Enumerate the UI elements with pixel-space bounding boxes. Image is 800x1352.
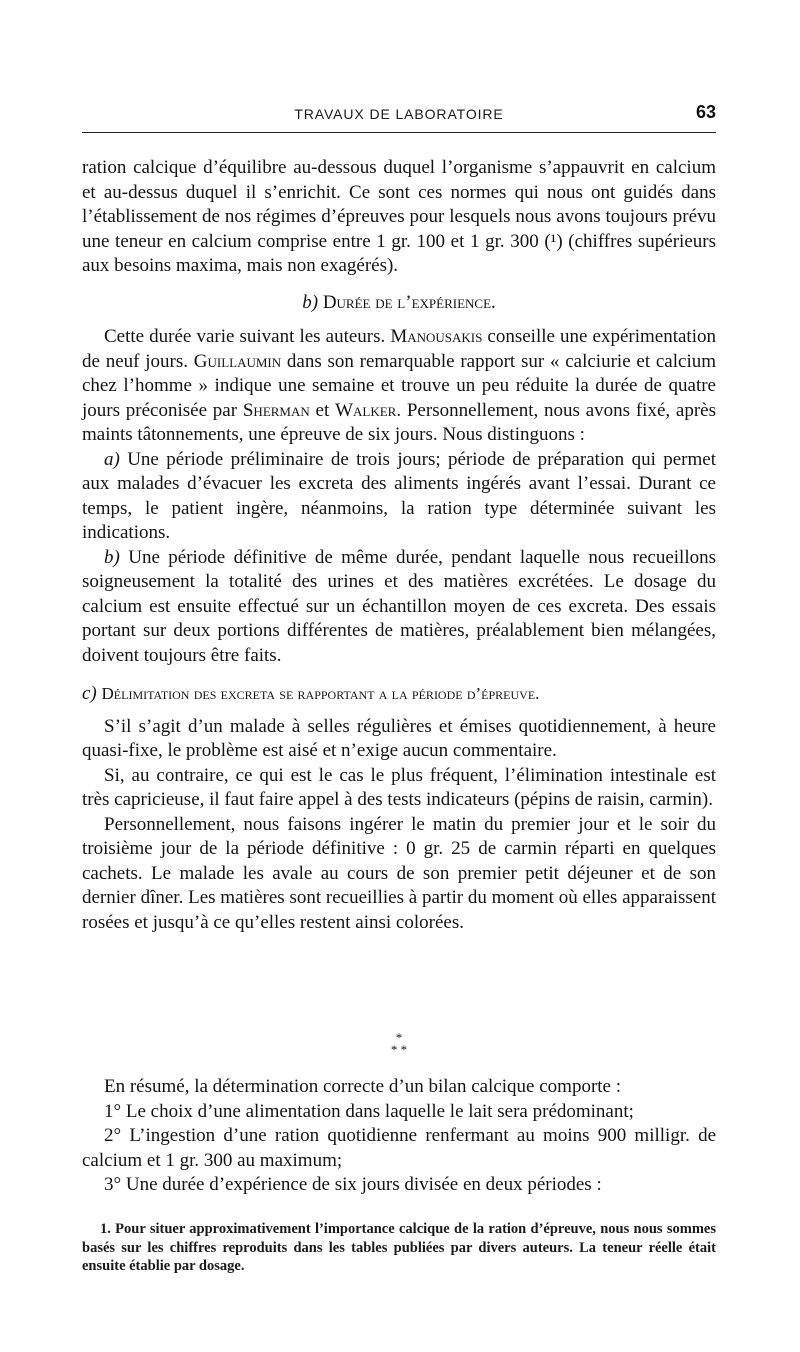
paragraph-ration-calcique: ration calcique d’équilibre au-dessous duquel l’organisme s’appauvrit en calcium et au-dessus duquel il s’enrichit. Ce sont ces normes qui nous ont guidés dans l’établissement de nos régimes d’épreuves pour lesquels nous avons toujours prévu une teneur en calcium comprise entre 1 gr. 100 et 1 gr. 300 (¹) (chiffres supérieurs aux besoins maxima, mais non exagérés). [82,157,716,276]
list-item-periode-definitive [82,546,716,669]
running-header [82,102,716,133]
paragraph-duree-part1: Cette durée varie suivant les auteurs. [104,326,391,347]
paragraph-duree [82,325,716,448]
paragraph-carmin: Personnellement, nous faisons ingérer le matin du premier jour et le soir du troisième jour de la période définitive : 0 gr. 25 de carmin réparti en quelques cachets. Le malade les avale au cours de son premier petit déjeuner et de son dernier dîner. Les matières sont recueillies à partir du moment où elles apparaissent rosées et jusqu’à ce qu’elles restent ainsi colorées. [82,813,716,933]
author-guillaumin: Guillaumin [193,350,282,372]
author-sherman: Sherman [242,399,310,421]
item-text-b: Une période définitive de même durée, pendant laquelle nous recueillons soigneusement la totalité des urines et des matières excrétées. Le dosage du calcium est ensuite effectué sur un échantillon moyen de ces excreta. Des essais portant sur deux portions différentes de matières, préalablement bien mélangées, doivent toujours être faits. [82,546,716,666]
list-item-2: 2° L’ingestion d’une ration quotidienne renfermant au moins 900 milligr. de calcium et 1 gr. 300 au maximum; [82,1125,716,1171]
paragraph-duree-part5: . Personnellement, nous avons fixé, après maints tâtonnements, une épreuve de six jours. Nous distinguons : [82,399,716,445]
section-title-c: Délimitation des excreta se rapportant a la période d’épreuve. [101,684,540,703]
paragraph-elimination: Si, au contraire, ce qui est le cas le plus fréquent, l’élimination intestinale est très capricieuse, il faut faire appel à des tests indicateurs (pépins de raisin, carmin). [82,764,716,810]
main-text [82,156,716,935]
author-walker: Walker [335,399,397,421]
section-separator-stars [82,1032,716,1056]
section-letter-c: c) [82,683,97,704]
page-number: 63 [695,102,716,122]
paragraph-duree-part3: dans son remarquable rapport sur « calciurie et calcium chez l’homme » indique une semaine et trouve un peu réduite la durée de quatre jours préconisée par [82,350,717,421]
author-manousakis: Manousakis [390,326,483,347]
section-letter-b: b) [302,291,319,313]
section-heading-c [82,682,716,707]
paragraph-duree-part4: et [309,399,336,421]
item-letter-a: a) [104,448,120,470]
section-title-b: Durée de l’expérience. [322,291,496,313]
list-item-3: 3° Une durée d’expérience de six jours divisée en deux périodes : [104,1174,602,1195]
separator-star-bottom: * * [390,1042,408,1057]
item-text-a: Une période préliminaire de trois jours; période de préparation qui permet aux malades d’évacuer les excreta des aliments ingérés avant l’essai. Durant ce temps, le patient ingère, néanmoins, la ration type déterminée suivant les indications. [82,448,716,543]
paragraph-selles-regulieres: S’il s’agit d’un malade à selles régulières et émises quotidiennement, à heure quasi-fixe, le problème est aisé et n’exige aucun commentaire. [82,715,716,761]
paragraph-resume: En résumé, la détermination correcte d’un bilan calcique comporte : [104,1076,622,1097]
list-item-1: 1° Le choix d’une alimentation dans laquelle le lait sera prédominant; [104,1100,634,1122]
running-title: TRAVAUX DE LABORATOIRE [294,106,504,122]
separator-star-top: * [395,1030,403,1045]
item-letter-b: b) [104,546,120,568]
summary-text [82,1075,716,1198]
footnote: 1. Pour situer approximativement l’importance calcique de la ration d’épreuve, nous nous sommes basés sur les chiffres reproduits dans les tables publiées par divers auteurs. La teneur réelle était ensuite établie par dosage. [82,1221,716,1274]
list-item-periode-preliminaire [82,448,716,546]
section-heading-b [82,291,716,316]
paragraph-duree-part2: conseille une expérimentation de neuf jours. [82,326,716,372]
